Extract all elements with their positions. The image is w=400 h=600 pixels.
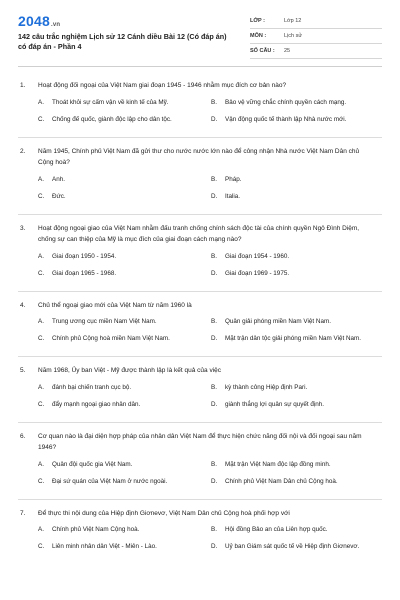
answer-option[interactable] [38,252,211,262]
answer-option[interactable] [211,192,384,202]
answer-options [0,525,400,552]
answer-option[interactable] [38,115,211,125]
answer-option[interactable] [211,383,384,393]
answer-option[interactable] [38,542,211,552]
option-letter: D. [211,543,218,550]
option-letter: B. [211,252,217,260]
answer-option[interactable] [38,98,211,108]
question-text [0,146,400,169]
answer-option[interactable] [211,477,384,487]
meta-label: LỚP : [250,18,265,24]
question-stem: Để thực thi nội dung của Hiệp định Giơnevơ, Việt Nam Dân chủ Cộng hoà phối hợp với [38,509,290,517]
question-number: 4. [20,301,26,309]
option-letter: A. [38,318,44,325]
option-letter: A. [38,252,44,260]
option-text: Đức. [52,192,66,200]
answer-option[interactable] [38,334,211,344]
answer-option[interactable] [211,460,384,470]
answer-option[interactable] [211,542,384,552]
option-text: Vận động quốc tế thành lập Nhà nước mới. [225,115,347,123]
option-text: Chính phủ Cộng hoà miền Nam Việt Nam. [52,335,170,342]
option-letter: B. [211,526,217,533]
meta-value: 25 [284,48,291,54]
question-stem: Cơ quan nào là đại diện hợp pháp của nhân dân Việt Nam để thực hiện chức năng đối nội và đối ngoại sau năm 1946? [38,432,362,451]
option-letter: B. [211,383,217,391]
question-number: 5. [20,367,26,374]
question-text [0,223,400,246]
option-text: Chính phủ Việt Nam Cộng hoà. [52,526,140,533]
question-text [0,508,400,520]
answer-option[interactable] [211,115,384,125]
option-text: Giai đoạn 1950 - 1954. [52,252,117,260]
meta-label: MÔN : [250,33,267,39]
option-letter: A. [38,460,44,468]
meta-value: Lịch sử [284,33,303,39]
meta-label: SỐ CÂU : [250,48,275,54]
question-stem: Năm 1968, Ủy ban Việt - Mỹ được thành lập là kết quả của việc [38,367,222,374]
option-text: đánh bại chiến tranh cục bộ. [52,383,132,391]
answer-option[interactable] [211,269,384,279]
question-block [0,223,400,292]
question-block [0,80,400,138]
question-divider [18,499,382,500]
option-text: Mặt trận Việt Nam độc lập đồng minh. [225,460,331,468]
question-number: 2. [20,147,26,155]
option-text: Liên minh nhân dân Việt - Miên - Lào. [52,543,157,550]
answer-option[interactable] [211,252,384,262]
question-stem: Năm 1945, Chính phủ Việt Nam đã gửi thư cho nước nước lớn nào để công nhận Nhà nước Việt Nam Dân chủ Cộng hoà? [38,147,360,166]
answer-option[interactable] [38,269,211,279]
question-block [0,431,400,500]
question-stem: Chủ thể ngoại giao mới của Việt Nam từ năm 1960 là [38,301,192,309]
meta-row-subject [250,29,382,44]
answer-option[interactable] [38,317,211,327]
answer-option[interactable] [38,525,211,535]
option-letter: B. [211,175,217,183]
question-number: 6. [20,432,26,440]
option-letter: D. [211,192,218,200]
option-text: Chống đế quốc, giành độc lập cho dân tộc. [52,115,172,123]
option-letter: C. [38,115,45,123]
option-letter: D. [211,115,218,123]
question-block [0,508,400,553]
answer-option[interactable] [211,525,384,535]
option-letter: C. [38,400,45,408]
question-divider [18,356,382,357]
option-text: Hội đồng Bảo an của Liên hợp quốc. [225,526,328,533]
document-title: 142 câu trắc nghiệm Lịch sử 12 Cánh diều Bài 12 (Có đáp án) có đáp án - Phần 4 [18,32,227,51]
site-logo[interactable] [18,13,60,29]
answer-option[interactable] [38,192,211,202]
option-text: Giai đoạn 1954 - 1960. [225,252,290,260]
option-letter: B. [211,318,217,325]
question-block [0,146,400,215]
option-letter: A. [38,175,44,183]
header [0,0,400,62]
answer-option[interactable] [211,334,384,344]
answer-option[interactable] [211,98,384,108]
option-letter: D. [211,269,218,277]
answer-option[interactable] [38,383,211,393]
option-text: Thoát khỏi sự cấm vận về kinh tế của Mỹ. [52,98,169,106]
option-letter: A. [38,383,44,391]
option-letter: D. [211,477,218,485]
option-text: Italia. [225,192,241,200]
option-letter: C. [38,269,45,277]
option-text: Quân giải phóng miền Nam Việt Nam. [225,318,331,325]
answer-option[interactable] [38,477,211,487]
question-divider [18,214,382,215]
meta-value: Lớp 12 [284,18,302,24]
option-letter: B. [211,460,217,468]
option-text: đẩy mạnh ngoại giao nhân dân. [52,400,141,408]
question-block [0,365,400,423]
answer-option[interactable] [38,400,211,410]
question-number: 1. [20,82,26,89]
option-letter: D. [211,335,218,342]
option-text: Bảo vệ vững chắc chính quyền cách mạng. [225,98,347,106]
meta-table [250,14,382,59]
meta-row-count [250,44,382,59]
option-letter: C. [38,335,45,342]
answer-option[interactable] [211,317,384,327]
option-text: giành thắng lợi quân sự quyết định. [225,400,325,408]
option-letter: D. [211,400,218,408]
option-text: Uỷ ban Giám sát quốc tế về Hiệp định Giơnevơ. [225,543,360,550]
question-divider [18,422,382,423]
answer-option[interactable] [38,460,211,470]
question-divider [18,291,382,292]
answer-options [0,383,400,410]
question-text [0,300,400,312]
question-divider [18,137,382,138]
answer-options [0,460,400,487]
logo-suffix: .vn [50,22,61,28]
option-letter: A. [38,526,44,533]
question-block [0,300,400,358]
question-text [0,431,400,454]
option-letter: B. [211,98,217,106]
header-divider [18,66,382,67]
answer-options [0,252,400,279]
option-text: Mặt trận dân tộc giải phóng miền Nam Việt Nam. [225,335,362,342]
answer-option[interactable] [211,175,384,185]
option-letter: C. [38,477,45,485]
option-letter: C. [38,543,45,550]
option-text: Anh. [52,175,65,183]
question-number: 7. [20,509,26,517]
option-text: Đại sứ quán của Việt Nam ở nước ngoài. [52,477,168,485]
option-text: Chính phủ Việt Nam Dân chủ Cộng hoà. [225,477,338,485]
answer-option[interactable] [38,175,211,185]
question-stem: Hoạt động đối ngoại của Việt Nam giai đoạn 1945 - 1946 nhằm mục đích cơ bản nào? [38,82,287,89]
option-letter: A. [38,98,44,106]
answer-option[interactable] [211,400,384,410]
question-list [0,80,400,560]
option-text: Quân đội quốc gia Việt Nam. [52,460,133,468]
option-text: Trung ương cục miền Nam Việt Nam. [52,318,157,325]
option-text: Pháp. [225,175,242,183]
logo-main: 2048 [18,13,50,29]
answer-options [0,175,400,202]
option-text: Giai đoạn 1965 - 1968. [52,269,117,277]
option-letter: C. [38,192,45,200]
answer-options [0,317,400,344]
question-text [0,365,400,377]
meta-row-class [250,14,382,29]
answer-options [0,98,400,125]
option-text: kỳ thành công Hiệp định Pari. [225,383,308,391]
question-number: 3. [20,224,26,232]
question-stem: Hoạt động ngoại giao của Việt Nam nhằm đấu tranh chống chính sách độc tài của chính quyền Ngô Đình Diệm, chống sự can thiệp của Mỹ là mục đích của giai đoạn cách mạng nào? [38,224,360,243]
option-text: Giai đoạn 1969 - 1975. [225,269,290,277]
question-text [0,80,400,92]
